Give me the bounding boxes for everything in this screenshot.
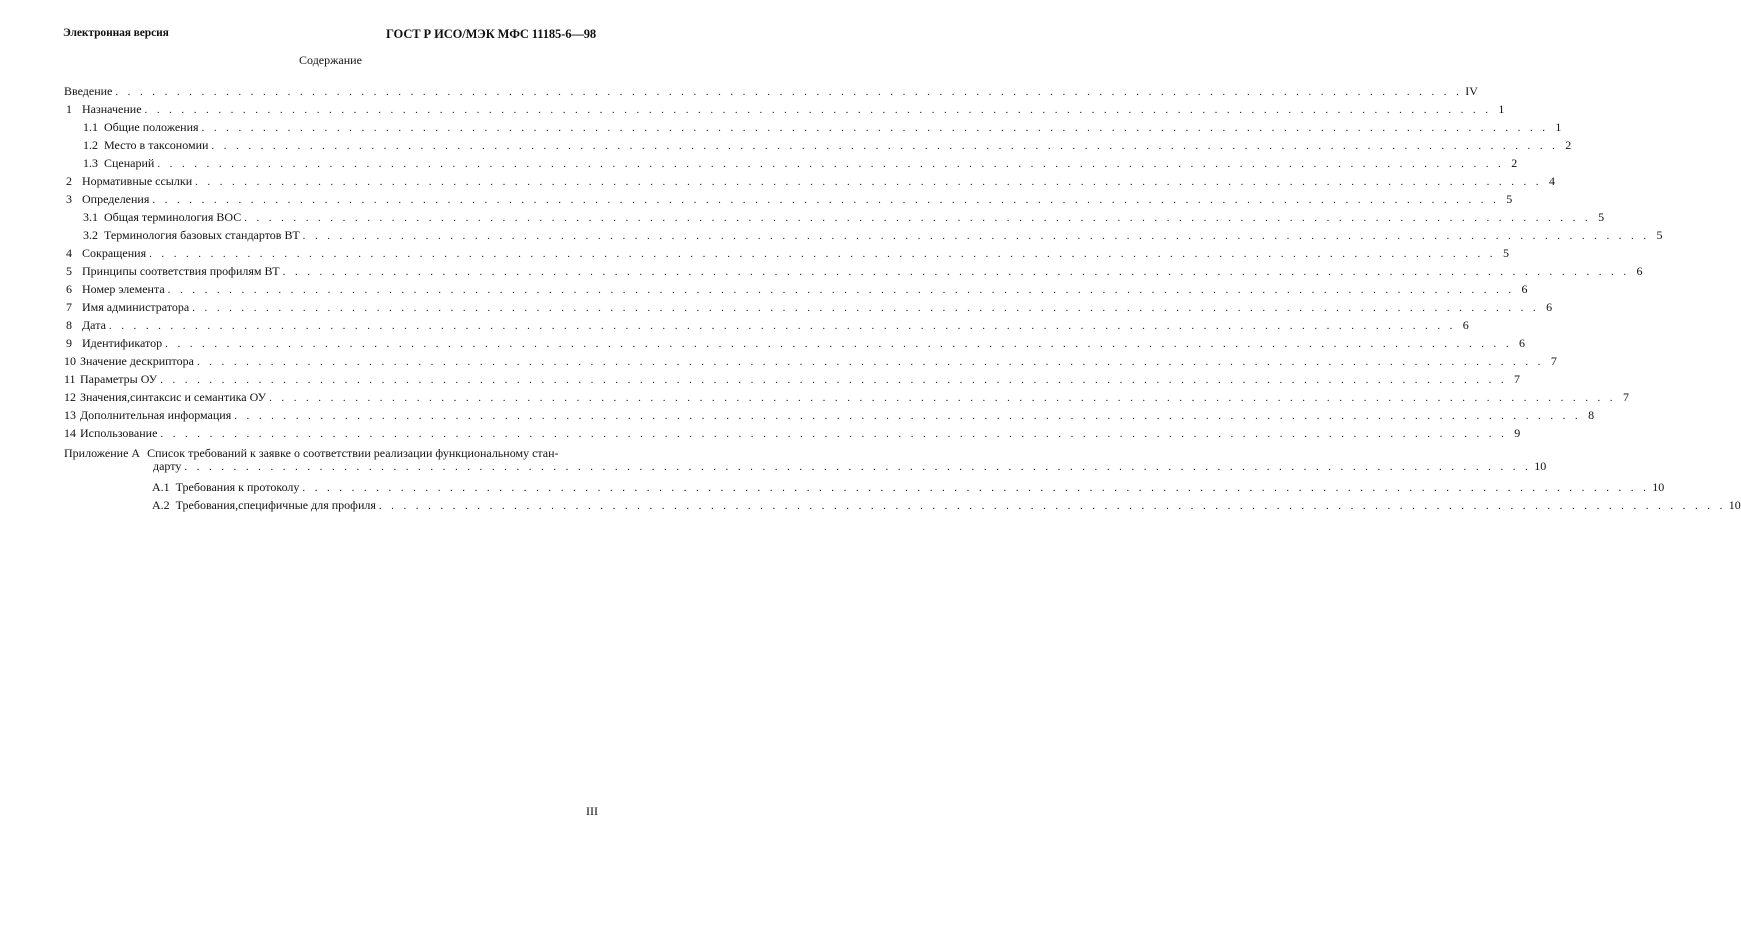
toc-entry-10[interactable] <box>64 354 1557 372</box>
toc-entry-title: Идентификатор <box>82 336 163 350</box>
toc-entry-page: 5 <box>1506 192 1513 206</box>
toc-entry-introduction[interactable] <box>64 84 1478 102</box>
toc-entry-page: 10 <box>1652 480 1665 494</box>
toc-entry-page: 6 <box>1546 300 1553 314</box>
toc-entry-4[interactable] <box>64 246 1509 264</box>
toc-entry-number: 10 <box>64 354 76 368</box>
toc-entry-14[interactable] <box>64 426 1521 444</box>
toc-entry-11[interactable] <box>64 372 1521 390</box>
toc-entry-number: 1.3 <box>83 156 98 170</box>
dot-leader: . . . . . . . . . . . . . . . . . . . . . . . . . . . . . . . . . . . . . . . . . . . . . . . . . . . . . . . . . . . . . . . . . . . . . . . . . . . . . . . . . . . . . . . . . . . . . . . . . . . . . . . . . . . . . . <box>160 374 1508 386</box>
dot-leader: . . . . . . . . . . . . . . . . . . . . . . . . . . . . . . . . . . . . . . . . . . . . . . . . . . . . . . . . . . . . . . . . . . . . . . . . . . . . . . . . . . . . . . . . . . . . . . . . . . . . . . . . . . . . . . <box>269 392 1616 404</box>
toc-entry-page: 5 <box>1502 246 1509 260</box>
toc-entry-3[interactable] <box>64 192 1513 210</box>
toc-entry-number: 3 <box>66 192 72 206</box>
toc-entry-title: Значение дескриптора <box>80 354 194 368</box>
dot-leader: . . . . . . . . . . . . . . . . . . . . . . . . . . . . . . . . . . . . . . . . . . . . . . . . . . . . . . . . . . . . . . . . . . . . . . . . . . . . . . . . . . . . . . . . . . . . . . . . . . . . . . . . . . . . . . <box>160 428 1508 440</box>
toc-entry-13[interactable] <box>64 408 1595 426</box>
toc-entry-title: Нормативные ссылки <box>82 174 193 188</box>
edition-label: Электронная версия <box>63 27 169 39</box>
dot-leader: . . . . . . . . . . . . . . . . . . . . . . . . . . . . . . . . . . . . . . . . . . . . . . . . . . . . . . . . . . . . . . . . . . . . . . . . . . . . . . . . . . . . . . . . . . . . . . . . . . . . . . . . . . . . . . <box>196 356 1544 368</box>
toc-entry-title: Общие положения <box>104 120 199 134</box>
dot-leader: . . . . . . . . . . . . . . . . . . . . . . . . . . . . . . . . . . . . . . . . . . . . . . . . . . . . . . . . . . . . . . . . . . . . . . . . . . . . . . . . . . . . . . . . . . . . . . . . . . . . . . . . . . . . . . <box>144 104 1492 116</box>
toc-entry-page: 6 <box>1636 264 1643 278</box>
toc-entry-page: 7 <box>1514 372 1521 386</box>
toc-entry-number: 1 <box>66 102 72 116</box>
toc-entry-page: 2 <box>1511 156 1518 170</box>
dot-leader: . . . . . . . . . . . . . . . . . . . . . . . . . . . . . . . . . . . . . . . . . . . . . . . . . . . . . . . . . . . . . . . . . . . . . . . . . . . . . . . . . . . . . . . . . . . . . . . . . . . . . . . . . . . . . . <box>115 86 1463 98</box>
toc-entry-number: 14 <box>64 426 76 440</box>
toc-entry-title: Введение <box>64 84 113 98</box>
toc-entry-3-2[interactable] <box>64 228 1663 246</box>
toc-entry-1-1[interactable] <box>64 120 1562 138</box>
toc-entry-title: Требования к протоколу <box>175 480 300 494</box>
toc-entry-page: 10 <box>1728 498 1741 512</box>
toc-entry-number: 3.2 <box>83 228 98 242</box>
dot-leader: . . . . . . . . . . . . . . . . . . . . . . . . . . . . . . . . . . . . . . . . . . . . . . . . . . . . . . . . . . . . . . . . . . . . . . . . . . . . . . . . . . . . . . . . . . . . . . . . . . . . . . . . . . . . . . <box>157 158 1505 170</box>
dot-leader: . . . . . . . . . . . . . . . . . . . . . . . . . . . . . . . . . . . . . . . . . . . . . . . . . . . . . . . . . . . . . . . . . . . . . . . . . . . . . . . . . . . . . . . . . . . . . . . . . . . . . . . . . . . . . . <box>302 230 1650 242</box>
toc-entry-number: 11 <box>64 372 76 386</box>
dot-leader: . . . . . . . . . . . . . . . . . . . . . . . . . . . . . . . . . . . . . . . . . . . . . . . . . . . . . . . . . . . . . . . . . . . . . . . . . . . . . . . . . . . . . . . . . . . . . . . . . . . . . . . . . . . . . . <box>108 320 1456 332</box>
toc-entry-page: 6 <box>1462 318 1469 332</box>
toc-entry-page: 9 <box>1514 426 1521 440</box>
toc-entry-5[interactable] <box>64 264 1643 282</box>
toc-entry-number: 13 <box>64 408 76 422</box>
toc-entry-number: 1.2 <box>83 138 98 152</box>
dot-leader: . . . . . . . . . . . . . . . . . . . . . . . . . . . . . . . . . . . . . . . . . . . . . . . . . . . . . . . . . . . . . . . . . . . . . . . . . . . . . . . . . . . . . . . . . . . . . . . . . . . . . . . . . . . . . . <box>195 176 1542 188</box>
toc-entry-8[interactable] <box>64 318 1469 336</box>
toc-entry-title: Сокращения <box>82 246 147 260</box>
toc-entry-number: 9 <box>66 336 72 350</box>
toc-entry-title: Принципы соответствия профилям ВТ <box>82 264 280 278</box>
dot-leader: . . . . . . . . . . . . . . . . . . . . . . . . . . . . . . . . . . . . . . . . . . . . . . . . . . . . . . . . . . . . . . . . . . . . . . . . . . . . . . . . . . . . . . . . . . . . . . . . . . . . . . . . . . . . . . <box>167 284 1515 296</box>
dot-leader: . . . . . . . . . . . . . . . . . . . . . . . . . . . . . . . . . . . . . . . . . . . . . . . . . . . . . . . . . . . . . . . . . . . . . . . . . . . . . . . . . . . . . . . . . . . . . . . . . . . . . . . . . . . . . . <box>234 410 1582 422</box>
toc-entry-page: IV <box>1465 84 1478 98</box>
toc-entry-title: Определения <box>82 192 150 206</box>
appendix-label: Приложение А <box>64 446 141 460</box>
toc-entry-1[interactable] <box>64 102 1505 120</box>
dot-leader: . . . . . . . . . . . . . . . . . . . . . . . . . . . . . . . . . . . . . . . . . . . . . . . . . . . . . . . . . . . . . . . . . . . . . . . . . . . . . . . . . . . . . . . . . . . . . . . . . . . . . . . . . . . . . . <box>302 482 1650 494</box>
toc-entry-title: Требования,специфичные для профиля <box>175 498 376 512</box>
toc-entry-6[interactable] <box>64 282 1528 300</box>
toc-entry-title: Общая терминология ВОС <box>104 210 242 224</box>
toc-entry-page: 7 <box>1550 354 1557 368</box>
dot-leader: . . . . . . . . . . . . . . . . . . . . . . . . . . . . . . . . . . . . . . . . . . . . . . . . . . . . . . . . . . . . . . . . . . . . . . . . . . . . . . . . . . . . . . . . . . . . . . . . . . . . . . . . . . . . . . <box>192 302 1540 314</box>
toc-entry-number: 12 <box>64 390 76 404</box>
toc-entry-page: 6 <box>1519 336 1525 350</box>
toc-entry-2[interactable] <box>64 174 1555 192</box>
appendix-title-line2: дарту <box>153 459 182 473</box>
toc-entry-number: 6 <box>66 282 72 296</box>
toc-entry-9[interactable] <box>64 336 1525 354</box>
toc-entry-title: Дополнительная информация <box>80 408 232 422</box>
toc-entry-page: 8 <box>1588 408 1595 422</box>
dot-leader: . . . . . . . . . . . . . . . . . . . . . . . . . . . . . . . . . . . . . . . . . . . . . . . . . . . . . . . . . . . . . . . . . . . . . . . . . . . . . . . . . . . . . . . . . . . . . . . . . . . . . . . . . . . . . . <box>282 266 1630 278</box>
toc-entry-title: Сценарий <box>104 156 155 170</box>
toc-entry-page: 2 <box>1565 138 1572 152</box>
toc-entry-title: Номер элемента <box>82 282 165 296</box>
toc-entry-title: Дата <box>82 318 106 332</box>
toc-entry-number: 5 <box>66 264 72 278</box>
dot-leader: . . . . . . . . . . . . . . . . . . . . . . . . . . . . . . . . . . . . . . . . . . . . . . . . . . . . . . . . . . . . . . . . . . . . . . . . . . . . . . . . . . . . . . . . . . . . . . . . . . . . . . . . . . . . . . <box>149 248 1496 260</box>
toc-entry-number: 7 <box>66 300 72 314</box>
toc-entry-title: Место в таксономии <box>104 138 209 152</box>
toc-entry-a-2[interactable] <box>64 498 1741 516</box>
toc-entry-number: 8 <box>66 318 72 332</box>
dot-leader: . . . . . . . . . . . . . . . . . . . . . . . . . . . . . . . . . . . . . . . . . . . . . . . . . . . . . . . . . . . . . . . . . . . . . . . . . . . . . . . . . . . . . . . . . . . . . . . . . . . . . . . . . . . . . . <box>378 500 1726 512</box>
toc-entry-appendix-a[interactable] <box>64 444 1741 512</box>
toc-entry-number: А.1 <box>152 480 170 494</box>
toc-entry-page: 4 <box>1548 174 1555 188</box>
dot-leader: . . . . . . . . . . . . . . . . . . . . . . . . . . . . . . . . . . . . . . . . . . . . . . . . . . . . . . . . . . . . . . . . . . . . . . . . . . . . . . . . . . . . . . . . . . . . . . . . . . . . . . . . . . . . . . <box>201 122 1549 134</box>
toc-entry-a-1[interactable] <box>64 480 1665 498</box>
toc-entry-title: Использование <box>80 426 158 440</box>
dot-leader: . . . . . . . . . . . . . . . . . . . . . . . . . . . . . . . . . . . . . . . . . . . . . . . . . . . . . . . . . . . . . . . . . . . . . . . . . . . . . . . . . . . . . . . . . . . . . . . . . . . . . . . . . . . . . . <box>152 194 1500 206</box>
toc-entry-1-3[interactable] <box>64 156 1518 174</box>
toc-entry-7[interactable] <box>64 300 1553 318</box>
table-of-contents <box>64 84 1741 512</box>
dot-leader: . . . . . . . . . . . . . . . . . . . . . . . . . . . . . . . . . . . . . . . . . . . . . . . . . . . . . . . . . . . . . . . . . . . . . . . . . . . . . . . . . . . . . . . . . . . . . . . . . . . . . . . . . . . . . . <box>184 461 1532 473</box>
toc-entry-number: А.2 <box>152 498 170 512</box>
appendix-title-line1: Список требований к заявке о соответствии реализации функциональному стан- <box>147 446 559 460</box>
toc-entry-number: 1.1 <box>83 120 98 134</box>
toc-entry-number: 3.1 <box>83 210 98 224</box>
toc-entry-title: Назначение <box>82 102 142 116</box>
toc-entry-page: 5 <box>1598 210 1605 224</box>
toc-entry-title: Имя администратора <box>82 300 190 314</box>
toc-entry-page: 7 <box>1622 390 1629 404</box>
dot-leader: . . . . . . . . . . . . . . . . . . . . . . . . . . . . . . . . . . . . . . . . . . . . . . . . . . . . . . . . . . . . . . . . . . . . . . . . . . . . . . . . . . . . . . . . . . . . . . . . . . . . . . . . . . . . . . <box>165 338 1512 350</box>
dot-leader: . . . . . . . . . . . . . . . . . . . . . . . . . . . . . . . . . . . . . . . . . . . . . . . . . . . . . . . . . . . . . . . . . . . . . . . . . . . . . . . . . . . . . . . . . . . . . . . . . . . . . . . . . . . . . . <box>211 140 1559 152</box>
dot-leader: . . . . . . . . . . . . . . . . . . . . . . . . . . . . . . . . . . . . . . . . . . . . . . . . . . . . . . . . . . . . . . . . . . . . . . . . . . . . . . . . . . . . . . . . . . . . . . . . . . . . . . . . . . . . . . <box>244 212 1592 224</box>
toc-entry-page: 1 <box>1555 120 1562 134</box>
toc-entry-number: 2 <box>66 174 72 188</box>
toc-entry-12[interactable] <box>64 390 1629 408</box>
toc-entry-page: 1 <box>1498 102 1505 116</box>
toc-entry-page: 6 <box>1521 282 1528 296</box>
toc-entry-page: 5 <box>1656 228 1663 242</box>
toc-title: Содержание <box>299 53 362 67</box>
toc-entry-title: Терминология базовых стандартов ВТ <box>104 228 300 242</box>
toc-entry-3-1[interactable] <box>64 210 1605 228</box>
toc-entry-title: Параметры ОУ <box>80 372 158 386</box>
toc-entry-page: 10 <box>1534 459 1547 473</box>
page-number: III <box>586 804 598 818</box>
standard-number: ГОСТ Р ИСО/МЭК МФС 11185-6—98 <box>386 27 597 41</box>
toc-entry-number: 4 <box>66 246 72 260</box>
toc-entry-title: Значения,синтаксис и семантика ОУ <box>80 390 267 404</box>
toc-entry-1-2[interactable] <box>64 138 1572 156</box>
